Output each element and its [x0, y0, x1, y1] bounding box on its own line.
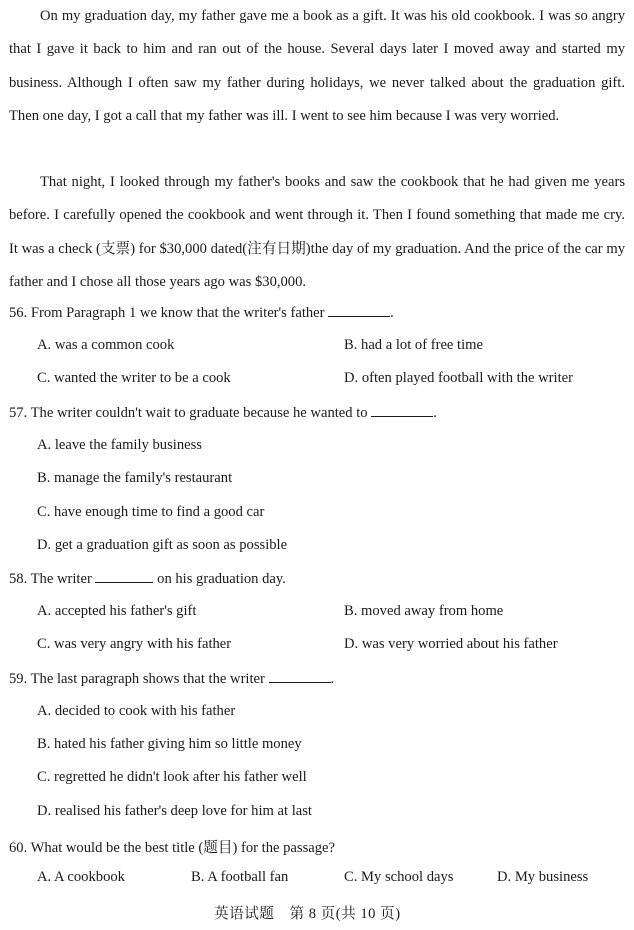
paragraph-2-text: That night, I looked through my father's books and saw the cookbook that he had given me years before. I carefully opened the cookbook and went through it. Then I found something that made me cry. It was a check (支票) for $30,000 dated(注有日期)the day of my graduation. And the price of the car my father and I chose all those years ago was $30,000. — [9, 174, 625, 290]
question-text-end: . — [330, 671, 335, 687]
page-footer: 英语试题 第 8 页(共 10 页) — [214, 906, 401, 922]
option-59-d: D. realised his father's deep love for him at last — [37, 803, 312, 819]
question-59-stem — [9, 670, 334, 688]
option-59-b: B. hated his father giving him so little money — [37, 736, 302, 752]
question-58-stem — [9, 570, 286, 588]
option-57-a: A. leave the family business — [37, 437, 202, 453]
answer-blank — [371, 404, 433, 417]
option-57-c: C. have enough time to find a good car — [37, 504, 265, 520]
question-57-stem — [9, 404, 437, 422]
question-text: From Paragraph 1 we know that the writer's father — [30, 305, 325, 321]
question-56-stem — [9, 304, 394, 322]
option-58-c: C. was very angry with his father — [37, 636, 232, 652]
option-58-b: B. moved away from home — [344, 603, 504, 619]
option-58-d: D. was very worried about his father — [344, 636, 558, 652]
question-number: 57. — [9, 405, 28, 421]
question-number: 58. — [9, 571, 28, 587]
option-56-c: C. wanted the writer to be a cook — [37, 370, 231, 386]
option-60-d: D. My business — [497, 869, 589, 885]
option-56-b: B. had a lot of free time — [344, 337, 483, 353]
question-text: The last paragraph shows that the writer — [30, 671, 265, 687]
answer-blank — [269, 670, 331, 683]
question-text: What would be the best title (题目) for the passage? — [30, 840, 335, 856]
question-60-stem — [9, 836, 335, 857]
question-number: 59. — [9, 671, 28, 687]
option-58-a: A. accepted his father's gift — [37, 603, 197, 619]
question-text-end: . — [433, 405, 437, 421]
option-60-a: A. A cookbook — [37, 869, 125, 885]
option-60-b: B. A football fan — [191, 869, 289, 885]
answer-blank — [95, 570, 153, 583]
question-number: 60. — [9, 840, 28, 856]
question-text: The writer couldn't wait to graduate because he wanted to — [30, 405, 368, 421]
option-59-c: C. regretted he didn't look after his father well — [37, 769, 307, 785]
question-text-end: . — [390, 305, 394, 321]
paragraph-1-text: On my graduation day, my father gave me a book as a gift. It was his old cookbook. I was so angry that I gave it back to him and ran out of the house. Several days later I moved away and started my business. Although I often saw my father during holidays, we never talked about the graduation gift. Then one day, I got a call that my father was ill. I went to see him because I was very worried. — [9, 8, 625, 124]
question-text: The writer — [30, 571, 92, 587]
option-57-b: B. manage the family's restaurant — [37, 470, 233, 486]
question-number: 56. — [9, 305, 28, 321]
option-56-d: D. often played football with the writer — [344, 370, 573, 386]
option-57-d: D. get a graduation gift as soon as possible — [37, 537, 288, 553]
question-text-end: on his graduation day. — [157, 571, 286, 587]
passage-paragraph-2 — [9, 166, 625, 299]
passage-paragraph-1 — [9, 0, 625, 133]
option-59-a: A. decided to cook with his father — [37, 703, 236, 719]
option-56-a: A. was a common cook — [37, 337, 175, 353]
answer-blank — [328, 304, 390, 317]
option-60-c: C. My school days — [344, 869, 454, 885]
